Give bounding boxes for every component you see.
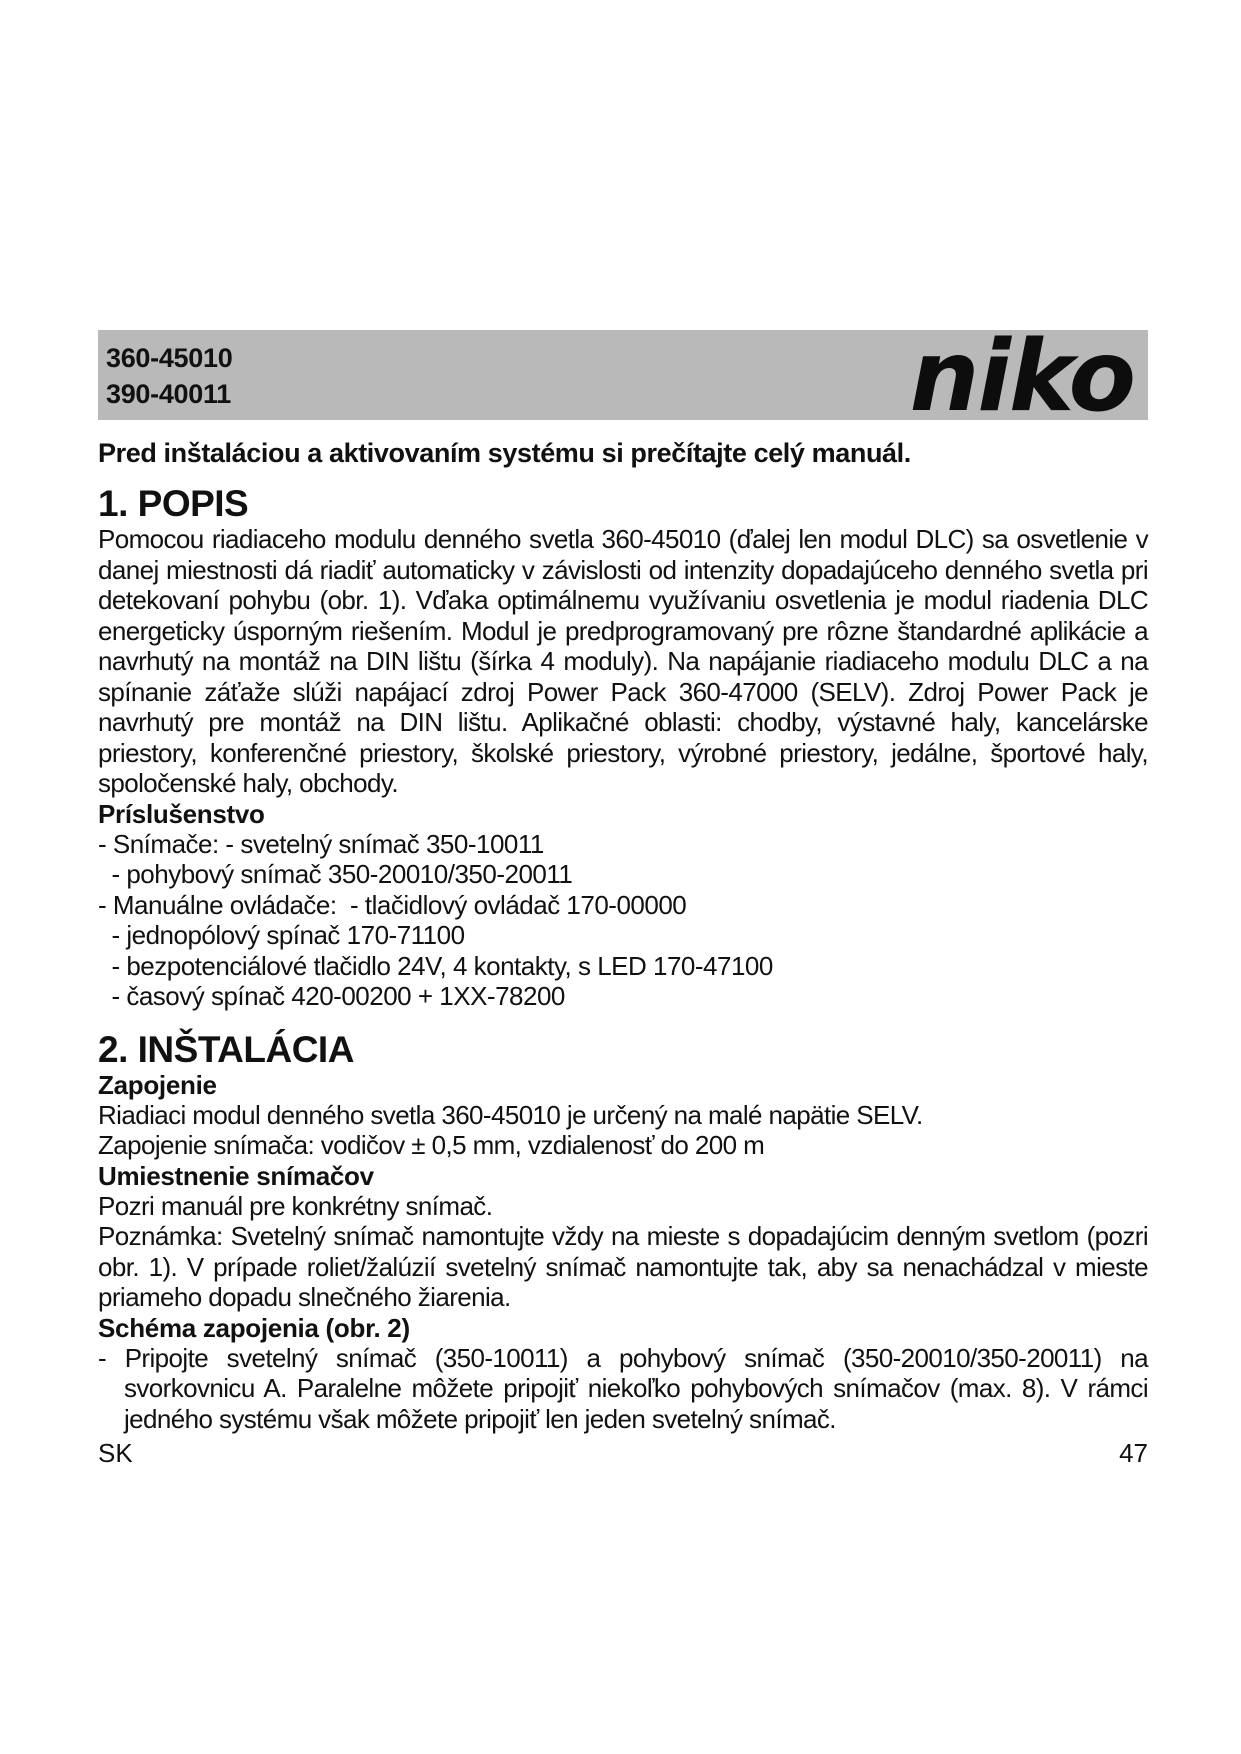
product-codes — [106, 340, 232, 412]
list-item: - Snímače: - svetelný snímač 350-10011 — [98, 828, 544, 859]
diagram-item: - Pripojte svetelný snímač (350-10011) a pohybový snímač (350-20010/350-20011) na svorkovnicu A. Paralelne môžete pripojiť niekoľko pohybových snímačov (max. 8). V rámci jedného systému však môžete pripojiť len jeden svetelný snímač. — [98, 1342, 1148, 1434]
page-number: 47 — [1119, 1438, 1148, 1468]
section-title-popis: 1. POPIS — [98, 483, 249, 524]
popis-body: Pomocou riadiaceho modulu denného svetla 360-45010 (ďalej len modul DLC) sa osvetlenie v danej miestnosti dá riadiť automaticky v závislosti od intenzity dopadajúceho denného svetla pri detekovaní pohybu (obr. 1). Vďaka optimálnemu využívaniu osvetlenia je modul riadenia DLC energeticky úsporným riešením. Modul je predprogramovaný pre rôzne štandardné aplikácie a navrhutý na montáž na DIN lištu (šírka 4 moduly). Na napájanie riadiaceho modulu DLC a na spínanie záťaže slúži napájací zdroj Power Pack 360-47000 (SELV). Zdroj Power Pack je navrhutý pre montáž na DIN lištu. Aplikačné oblasti: chodby, výstavné haly, kancelárske priestory, konferenčné priestory, školské priestory, výrobné priestory, jedálne, športové haly, spoločenské haly, obchody. — [98, 524, 1148, 798]
accessories-title: Príslušenstvo — [98, 798, 265, 829]
product-code: 360-45010 — [106, 343, 233, 373]
section-title-instalacia: 2. INŠTALÁCIA — [98, 1028, 354, 1070]
warning-text: Pred inštaláciou a aktivovaním systému si prečítajte celý manuál. — [98, 438, 911, 468]
product-code: 390-40011 — [106, 379, 231, 409]
placement-note: Poznámka: Svetelný snímač namontujte vždy na mieste s dopadajúcim denným svetlom (pozri obr. 1). V prípade roliet/žalúzií svetelný snímač namontujte tak, aby sa nenachádzal v mieste priameho dopadu slnečného žiarenia. — [98, 1221, 1148, 1312]
page-footer — [98, 1438, 1148, 1468]
accessories-list — [98, 829, 1148, 1012]
placement-line: Pozri manuál pre konkrétny snímač. — [98, 1190, 493, 1221]
list-item: - pohybový snímač 350-20010/350-20011 — [98, 859, 573, 889]
niko-logo: niko — [909, 320, 1134, 434]
diagram-title: Schéma zapojenia (obr. 2) — [98, 1312, 410, 1343]
placement-title: Umiestnenie snímačov — [98, 1160, 374, 1191]
list-item: - časový spínač 420-00200 + 1XX-78200 — [98, 981, 565, 1011]
manual-page — [98, 320, 1148, 1468]
header-band — [98, 320, 1148, 434]
list-item: - Manuálne ovládače: - tlačidlový ovládač 170-00000 — [98, 889, 687, 920]
footer-language: SK — [98, 1438, 133, 1468]
list-item: - bezpotenciálové tlačidlo 24V, 4 kontakty, s LED 170-47100 — [98, 950, 773, 981]
wiring-title: Zapojenie — [98, 1069, 217, 1100]
wiring-line: Zapojenie snímača: vodičov ± 0,5 mm, vzdialenosť do 200 m — [98, 1130, 765, 1160]
wiring-line: Riadiaci modul denného svetla 360-45010 je určený na malé napätie SELV. — [98, 1099, 923, 1130]
list-item: - jednopólový spínač 170-71100 — [98, 920, 465, 950]
